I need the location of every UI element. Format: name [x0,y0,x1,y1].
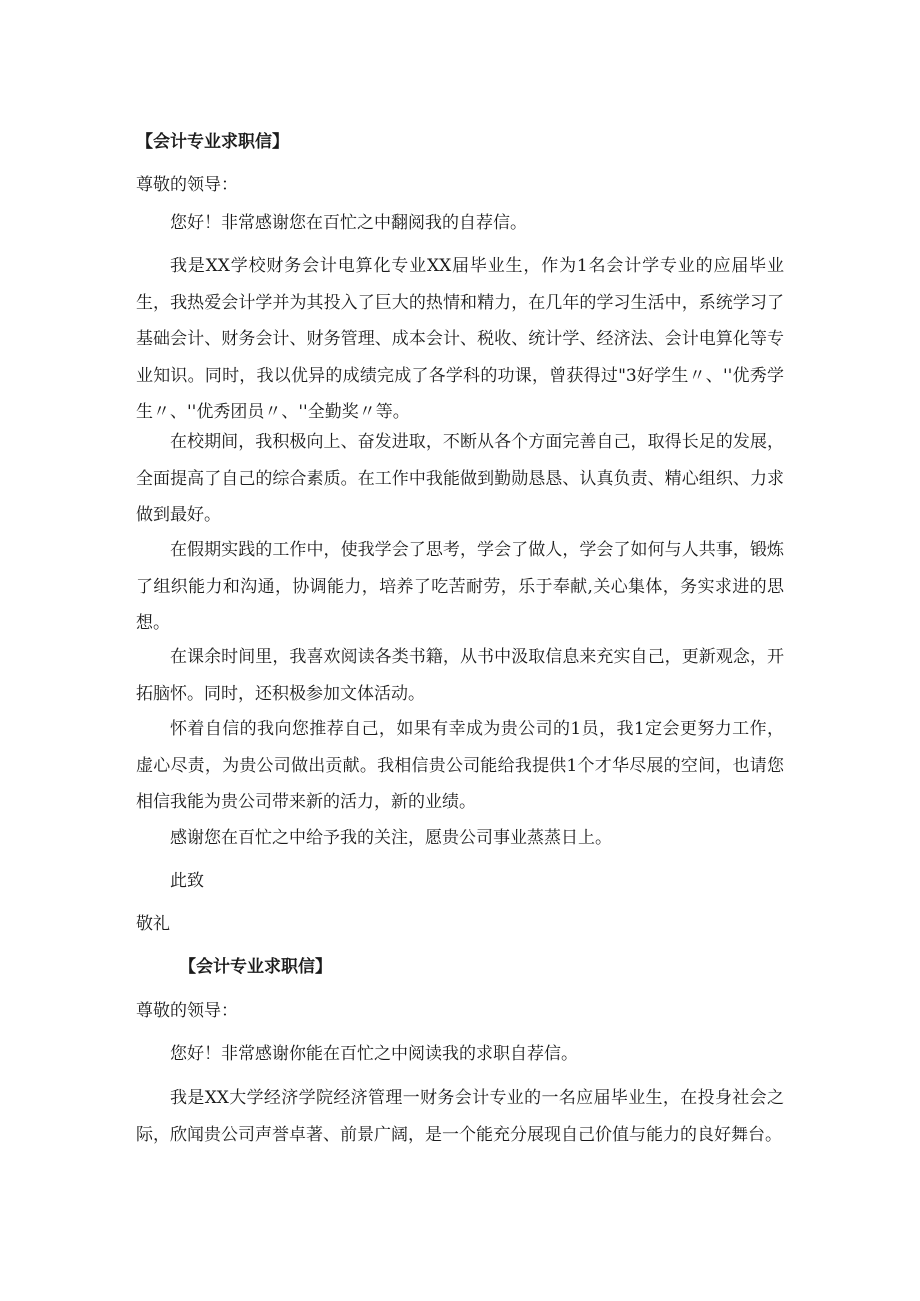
letter1-closing-1: 此致 [170,871,204,891]
letter1-paragraph-5: 在课余时间里，我喜欢阅读各类书籍，从书中汲取信息来充实自己，更新观念，开拓脑怀。同时，还积极参加文体活动。 [136,647,784,704]
letter2-paragraph-1: 您好！非常感谢你能在百忙之中阅读我的求职自荐信。 [170,1044,578,1064]
letter2-paragraph-2: 我是XX大学经济学院经济管理一财务会计专业的一名应届毕业生，在投身社会之际，欣闻贵公司声誉卓著、前景广阔，是一个能充分展现自己价值与能力的良好舞台。 [136,1088,784,1145]
letter1-paragraph-2: 我是XX学校财务会计电算化专业XX届毕业生，作为1名会计学专业的应届毕业生，我热爱会计学并为其投入了巨大的热情和精力，在几年的学习生活中，系统学习了基础会计、财务会计、财务管理、成本会计、税收、统计学、经济法、会计电算化等专业知识。同时，我以优异的成绩完成了各学科的功课，曾获得过"3好学生〃、''优秀学生〃、''优秀团员〃、''全勤奖〃等。 [136,256,784,422]
letter1-paragraph-1: 您好！非常感谢您在百忙之中翻阅我的自荐信。 [170,213,527,233]
letter1-paragraph-4: 在假期实践的工作中，使我学会了思考，学会了做人，学会了如何与人共事，锻炼了组织能力和沟通，协调能力，培养了吃苦耐劳，乐于奉献,关心集体，务实求进的思想。 [136,540,784,633]
letter1-closing-2: 敬礼 [136,914,170,934]
letter1-paragraph-6: 怀着自信的我向您推荐自己，如果有幸成为贵公司的1员，我1定会更努力工作，虚心尽责，为贵公司做出贡献。我相信贵公司能给我提供1个才华尽展的空间，也请您相信我能为贵公司带来新的活力，新的业绩。 [136,719,784,812]
letter1-salutation: 尊敬的领导： [136,175,238,195]
letter1-title: 【会计专业求职信】 [136,132,289,152]
letter1-paragraph-7: 感谢您在百忙之中给予我的关注，愿贵公司事业蒸蒸日上。 [170,828,612,848]
letter2-title: 【会计专业求职信】 [179,957,332,977]
letter2-salutation: 尊敬的领导： [136,1001,238,1021]
letter1-paragraph-3: 在校期间，我积极向上、奋发进取，不断从各个方面完善自己，取得长足的发展，全面提高了自己的综合素质。在工作中我能做到勤勋恳恳、认真负责、精心组织、力求做到最好。 [136,432,784,525]
